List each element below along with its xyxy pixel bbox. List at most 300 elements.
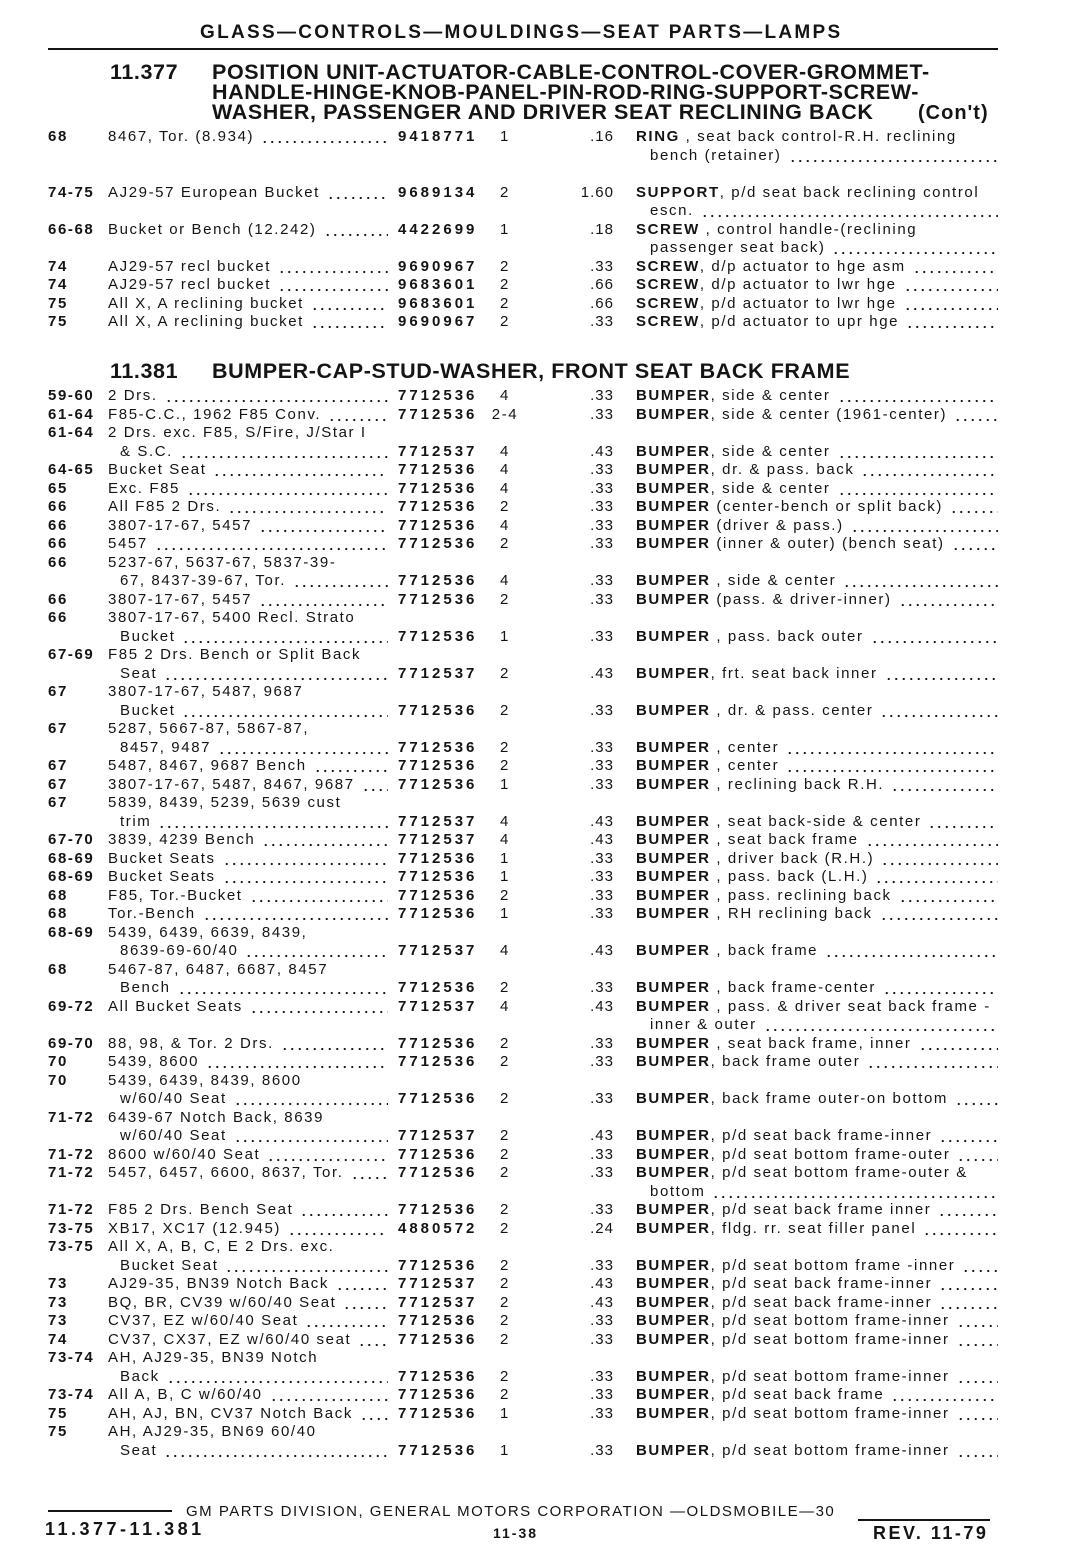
model-text: Bucket Seat <box>108 461 207 478</box>
description-text: inner & outer <box>650 1016 757 1033</box>
part-name: BUMPER <box>636 849 711 867</box>
model-text: 2 Drs. exc. F85, S/Fire, J/Star I <box>108 424 367 441</box>
model-year: 74-75 <box>48 183 95 201</box>
part-name: BUMPER <box>636 572 711 589</box>
part-number: 9418771 <box>398 128 478 145</box>
leader-dots <box>866 831 998 850</box>
model-text: Bucket Seats <box>108 849 216 867</box>
row-line <box>0 424 1071 443</box>
price: .43 <box>590 997 614 1015</box>
model-year: 66-68 <box>48 220 95 238</box>
footer-rule-right <box>858 1519 990 1521</box>
model-year: 68 <box>48 905 68 922</box>
leader-dots <box>261 128 388 147</box>
footer-group-range: 11.377-11.381 <box>45 1519 205 1539</box>
model-text: All X, A, B, C, E 2 Drs. exc. <box>108 1238 335 1255</box>
quantity: 1 <box>500 849 510 867</box>
part-description <box>636 831 998 850</box>
model-application <box>120 739 388 758</box>
quantity: 2 <box>500 1164 510 1181</box>
row-line <box>0 1294 1071 1313</box>
model-application <box>108 221 388 240</box>
part-name: SUPPORT <box>636 183 720 201</box>
model-application <box>108 480 388 499</box>
model-text: Bench <box>120 979 171 996</box>
description-text: , p/d seat bottom frame-inner <box>710 1404 950 1422</box>
part-description <box>636 258 998 277</box>
model-year: 74 <box>48 257 68 275</box>
description-text: , driver back (R.H.) <box>710 849 875 867</box>
row-line <box>0 387 1071 406</box>
part-name: BUMPER <box>636 1219 711 1237</box>
price: .33 <box>590 1256 614 1274</box>
part-number: 7712536 <box>398 757 478 774</box>
model-year: 68 <box>48 128 68 145</box>
part-description <box>650 1016 998 1035</box>
row-line <box>0 924 1071 943</box>
model-application <box>108 424 388 443</box>
part-name: BUMPER <box>636 664 711 682</box>
part-description <box>636 776 998 795</box>
leader-dots <box>278 276 388 295</box>
description-text: , back frame <box>710 942 819 959</box>
model-text: All A, B, C w/60/40 <box>108 1386 263 1403</box>
footer-rule-left <box>48 1510 172 1512</box>
leader-dots <box>838 443 999 462</box>
description-text: , seat back-side & center <box>710 812 922 830</box>
leader-dots <box>250 887 388 906</box>
model-application <box>108 1053 388 1072</box>
part-number: 7712536 <box>398 1164 478 1181</box>
price: .33 <box>590 1164 614 1181</box>
price: .33 <box>590 738 614 756</box>
section-11-377-parts-list <box>0 128 1071 332</box>
model-application <box>108 961 388 980</box>
leader-dots <box>328 406 388 425</box>
model-year: 68-69 <box>48 923 95 941</box>
price: .33 <box>590 905 614 922</box>
description-text: passenger seat back) <box>650 239 826 256</box>
part-number: 7712536 <box>398 1053 478 1070</box>
row-line <box>0 1146 1071 1165</box>
quantity: 2 <box>500 757 510 774</box>
leader-dots <box>957 1146 998 1165</box>
model-year: 73-74 <box>48 1386 95 1403</box>
parts-row <box>0 258 1071 277</box>
model-text: F85 2 Drs. Bench or Split Back <box>108 646 362 663</box>
part-name: BUMPER <box>636 979 711 996</box>
row-line <box>0 517 1071 536</box>
model-year: 69-72 <box>48 997 95 1015</box>
price: .33 <box>590 516 614 534</box>
description-text: , back frame outer <box>710 1053 861 1070</box>
part-number: 7712536 <box>398 1441 478 1459</box>
part-name: BUMPER <box>636 590 711 608</box>
leader-dots <box>962 1257 998 1276</box>
quantity: 1 <box>500 775 510 793</box>
model-application <box>120 1442 388 1461</box>
row-line <box>0 1331 1071 1350</box>
part-description <box>636 1442 998 1461</box>
parts-row <box>0 1238 1071 1275</box>
quantity: 2 <box>500 183 510 201</box>
price: .43 <box>590 664 614 682</box>
description-text: , side & center <box>710 387 831 404</box>
model-text: w/60/40 Seat <box>120 1090 227 1107</box>
part-number: 9683601 <box>398 276 478 293</box>
footer-publisher: GM PARTS DIVISION, GENERAL MOTORS CORPORATION —OLDSMOBILE—30 <box>186 1503 836 1520</box>
price: .43 <box>590 831 614 848</box>
leader-dots <box>259 517 388 536</box>
part-name: BUMPER <box>636 1330 711 1348</box>
parts-row <box>0 1349 1071 1386</box>
model-year: 75 <box>48 1423 68 1440</box>
description-text: , p/d seat bottom frame-outer <box>710 1145 951 1163</box>
model-text: 2 Drs. <box>108 387 158 404</box>
quantity: 2-4 <box>491 405 519 423</box>
leader-dots <box>228 498 388 517</box>
model-year: 64-65 <box>48 461 95 478</box>
row-line <box>0 1368 1071 1387</box>
row-line <box>0 831 1071 850</box>
model-text: Tor.-Bench <box>108 905 196 922</box>
model-year: 67 <box>48 683 68 700</box>
part-description <box>636 1294 998 1313</box>
leader-dots <box>281 1035 388 1054</box>
description-text: , p/d seat back frame-inner <box>710 1127 933 1144</box>
model-text: AJ29-57 European Bucket <box>108 183 320 201</box>
model-text: XB17, XC17 (12.945) <box>108 1219 281 1237</box>
parts-row <box>0 424 1071 461</box>
leader-dots <box>218 739 388 758</box>
model-text: All F85 2 Drs. <box>108 498 222 515</box>
model-text: AJ29-57 recl bucket <box>108 257 271 275</box>
part-description <box>636 1090 998 1109</box>
model-year: 68-69 <box>48 868 95 885</box>
model-year: 71-72 <box>48 1145 95 1163</box>
quantity: 2 <box>500 257 510 275</box>
price: .33 <box>590 387 614 404</box>
model-application <box>108 1294 388 1313</box>
row-line <box>0 609 1071 628</box>
model-text: Seat <box>120 664 158 682</box>
model-year: 67 <box>48 720 68 737</box>
part-name: BUMPER <box>636 1145 711 1163</box>
row-line <box>0 184 1071 203</box>
parts-row <box>0 1275 1071 1294</box>
row-line <box>0 406 1071 425</box>
row-line <box>0 739 1071 758</box>
leader-dots <box>825 942 998 961</box>
leader-dots <box>262 831 388 850</box>
model-year: 67-70 <box>48 831 95 848</box>
part-description <box>636 517 998 536</box>
part-name: BUMPER <box>636 1053 711 1070</box>
part-description <box>636 1386 998 1405</box>
part-number: 7712537 <box>398 997 478 1015</box>
price: .16 <box>590 128 614 145</box>
description-text: (driver & pass.) <box>710 516 844 534</box>
quantity: 4 <box>500 997 510 1015</box>
quantity: 4 <box>500 387 510 404</box>
parts-row <box>0 1053 1071 1072</box>
row-line <box>0 1109 1071 1128</box>
part-number: 7712536 <box>398 1367 478 1385</box>
description-text: , p/d actuator to lwr hge <box>699 294 897 312</box>
part-description <box>636 757 998 776</box>
price: .33 <box>590 1404 614 1422</box>
part-name: BUMPER <box>636 627 711 645</box>
description-text: , p/d seat bottom frame-inner <box>710 1330 950 1348</box>
model-application <box>108 905 388 924</box>
model-text: 3807-17-67, 5457 <box>108 516 253 534</box>
part-name: BUMPER <box>636 812 711 830</box>
model-application <box>108 535 388 554</box>
model-application <box>120 665 388 684</box>
quantity: 1 <box>500 1404 510 1422</box>
row-line <box>0 998 1071 1017</box>
price: .18 <box>590 220 614 238</box>
quantity: 2 <box>500 498 510 515</box>
leader-dots <box>883 979 998 998</box>
model-text: 8467, Tor. (8.934) <box>108 128 255 145</box>
quantity: 1 <box>500 220 510 238</box>
part-name: SCREW <box>636 276 700 293</box>
quantity: 2 <box>500 1090 510 1107</box>
row-line <box>0 683 1071 702</box>
leader-dots <box>919 1035 998 1054</box>
row-line <box>0 1053 1071 1072</box>
parts-row <box>0 1201 1071 1220</box>
parts-row <box>0 868 1071 887</box>
model-year: 66 <box>48 516 68 534</box>
row-line <box>0 535 1071 554</box>
part-number: 7712536 <box>398 1386 478 1403</box>
price: .33 <box>590 479 614 497</box>
row-line <box>0 776 1071 795</box>
leader-dots <box>764 1016 998 1035</box>
description-text: , center <box>710 757 780 774</box>
part-number: 9689134 <box>398 183 478 201</box>
model-text: Bucket Seat <box>120 1256 219 1274</box>
quantity: 1 <box>500 128 510 145</box>
quantity: 4 <box>500 442 510 460</box>
parts-row <box>0 461 1071 480</box>
part-description <box>636 998 998 1017</box>
part-number: 7712536 <box>398 1312 478 1329</box>
part-number: 9690967 <box>398 313 478 330</box>
model-application <box>108 831 388 850</box>
model-application <box>108 1164 388 1183</box>
model-year: 75 <box>48 313 68 330</box>
part-number: 7712536 <box>398 886 478 904</box>
part-number: 7712536 <box>398 738 478 756</box>
leader-dots <box>832 239 998 258</box>
row-line <box>0 1349 1071 1368</box>
part-description <box>636 406 998 425</box>
price: .33 <box>590 627 614 645</box>
part-description <box>636 905 998 924</box>
quantity: 1 <box>500 1441 510 1459</box>
leader-dots <box>167 1368 388 1387</box>
row-line <box>0 702 1071 721</box>
model-year: 66 <box>48 535 68 552</box>
model-application <box>108 1109 388 1128</box>
part-name: BUMPER <box>636 461 711 478</box>
model-text: 8639-69-60/40 <box>120 942 239 959</box>
row-line <box>0 202 1071 221</box>
model-year: 68 <box>48 960 68 978</box>
section-11-381-parts-list <box>0 387 1071 1460</box>
price: .33 <box>590 886 614 904</box>
parts-row <box>0 683 1071 720</box>
model-year: 66 <box>48 498 68 515</box>
part-name: BUMPER <box>636 479 711 497</box>
part-description <box>636 572 998 591</box>
model-text: 5487, 8467, 9687 Bench <box>108 757 307 774</box>
row-line <box>0 572 1071 591</box>
part-number: 7712536 <box>398 1330 478 1348</box>
price: .24 <box>590 1219 614 1237</box>
part-description <box>636 1368 998 1387</box>
part-number: 7712536 <box>398 535 478 552</box>
model-application <box>108 1349 388 1368</box>
model-year: 61-64 <box>48 424 95 441</box>
continued-label: (Con't) <box>918 102 989 124</box>
model-application <box>108 258 388 277</box>
parts-row <box>0 646 1071 683</box>
leader-dots <box>913 258 998 277</box>
model-application <box>108 924 388 943</box>
part-number: 7712537 <box>398 442 478 460</box>
part-description <box>636 1405 998 1424</box>
leader-dots <box>851 517 998 536</box>
leader-dots <box>203 905 388 924</box>
leader-dots <box>880 905 998 924</box>
model-application <box>108 1072 388 1091</box>
part-name: BUMPER <box>636 886 711 904</box>
model-year: 70 <box>48 1071 68 1089</box>
quantity: 2 <box>500 1219 510 1237</box>
leader-dots <box>843 572 998 591</box>
description-text: bench (retainer) <box>650 146 782 164</box>
part-name: BUMPER <box>636 1441 711 1459</box>
model-year: 73 <box>48 1312 68 1329</box>
model-year: 69-70 <box>48 1034 95 1052</box>
quantity: 1 <box>500 627 510 645</box>
leader-dots <box>314 757 388 776</box>
row-line <box>0 1442 1071 1461</box>
leader-dots <box>164 665 388 684</box>
part-description <box>636 1312 998 1331</box>
model-application <box>120 572 388 591</box>
blank-line <box>0 165 1071 184</box>
row-line <box>0 1183 1071 1202</box>
model-year: 66 <box>48 553 68 571</box>
price: .43 <box>590 942 614 959</box>
price: .33 <box>590 775 614 793</box>
leader-dots <box>278 258 388 277</box>
model-text: AJ29-57 recl bucket <box>108 276 271 293</box>
row-line <box>0 1127 1071 1146</box>
model-application <box>108 683 388 702</box>
parts-row <box>0 905 1071 924</box>
leader-dots <box>838 480 999 499</box>
part-description <box>636 1275 998 1294</box>
quantity: 1 <box>500 905 510 922</box>
parts-row <box>0 1035 1071 1054</box>
part-number: 7712537 <box>398 831 478 848</box>
model-application <box>108 868 388 887</box>
leader-dots <box>861 461 998 480</box>
leader-dots <box>213 461 388 480</box>
part-number: 7712537 <box>398 1127 478 1144</box>
part-description <box>636 1257 998 1276</box>
model-application <box>108 517 388 536</box>
price: .66 <box>590 294 614 312</box>
price: .33 <box>590 461 614 478</box>
row-line <box>0 1405 1071 1424</box>
price: .43 <box>590 1293 614 1311</box>
parts-row <box>0 609 1071 646</box>
model-text: AH, AJ29-35, BN69 60/40 <box>108 1423 317 1440</box>
description-text: , back frame outer-on bottom <box>710 1090 948 1107</box>
model-application <box>108 646 388 665</box>
price: .43 <box>590 1127 614 1144</box>
model-application <box>108 1275 388 1294</box>
quantity: 2 <box>500 738 510 756</box>
description-text: , RH reclining back <box>710 905 873 922</box>
leader-dots <box>250 998 388 1017</box>
model-text: AH, AJ, BN, CV37 Notch Back <box>108 1404 353 1422</box>
part-number: 7712536 <box>398 1201 478 1218</box>
parts-row <box>0 387 1071 406</box>
price: .33 <box>590 1053 614 1070</box>
leader-dots <box>360 1405 388 1424</box>
leader-dots <box>305 1312 388 1331</box>
part-number: 7712536 <box>398 498 478 515</box>
model-text: 3807-17-67, 5487, 9687 <box>108 683 304 700</box>
quantity: 2 <box>500 1330 510 1348</box>
part-name: RING <box>636 128 680 145</box>
leader-dots <box>223 850 388 869</box>
leader-dots <box>871 628 998 647</box>
part-name: BUMPER <box>636 1293 711 1311</box>
model-text: BQ, BR, CV39 w/60/40 Seat <box>108 1293 337 1311</box>
leader-dots <box>180 443 388 462</box>
leader-dots <box>223 868 388 887</box>
row-line <box>0 942 1071 961</box>
leader-dots <box>259 591 388 610</box>
model-application <box>120 1127 388 1146</box>
price: .66 <box>590 276 614 293</box>
part-number: 7712536 <box>398 479 478 497</box>
model-text: Bucket <box>120 627 176 645</box>
part-number: 7712536 <box>398 868 478 885</box>
part-description <box>636 1127 998 1146</box>
model-text: Bucket or Bench (12.242) <box>108 220 317 238</box>
part-number: 7712536 <box>398 627 478 645</box>
price: .33 <box>590 1090 614 1107</box>
model-year: 73 <box>48 1293 68 1311</box>
parts-row <box>0 221 1071 258</box>
leader-dots <box>158 813 388 832</box>
parts-row <box>0 887 1071 906</box>
quantity: 2 <box>500 701 510 719</box>
description-text: , fldg. rr. seat filler panel <box>710 1219 917 1237</box>
row-line <box>0 461 1071 480</box>
row-line <box>0 498 1071 517</box>
